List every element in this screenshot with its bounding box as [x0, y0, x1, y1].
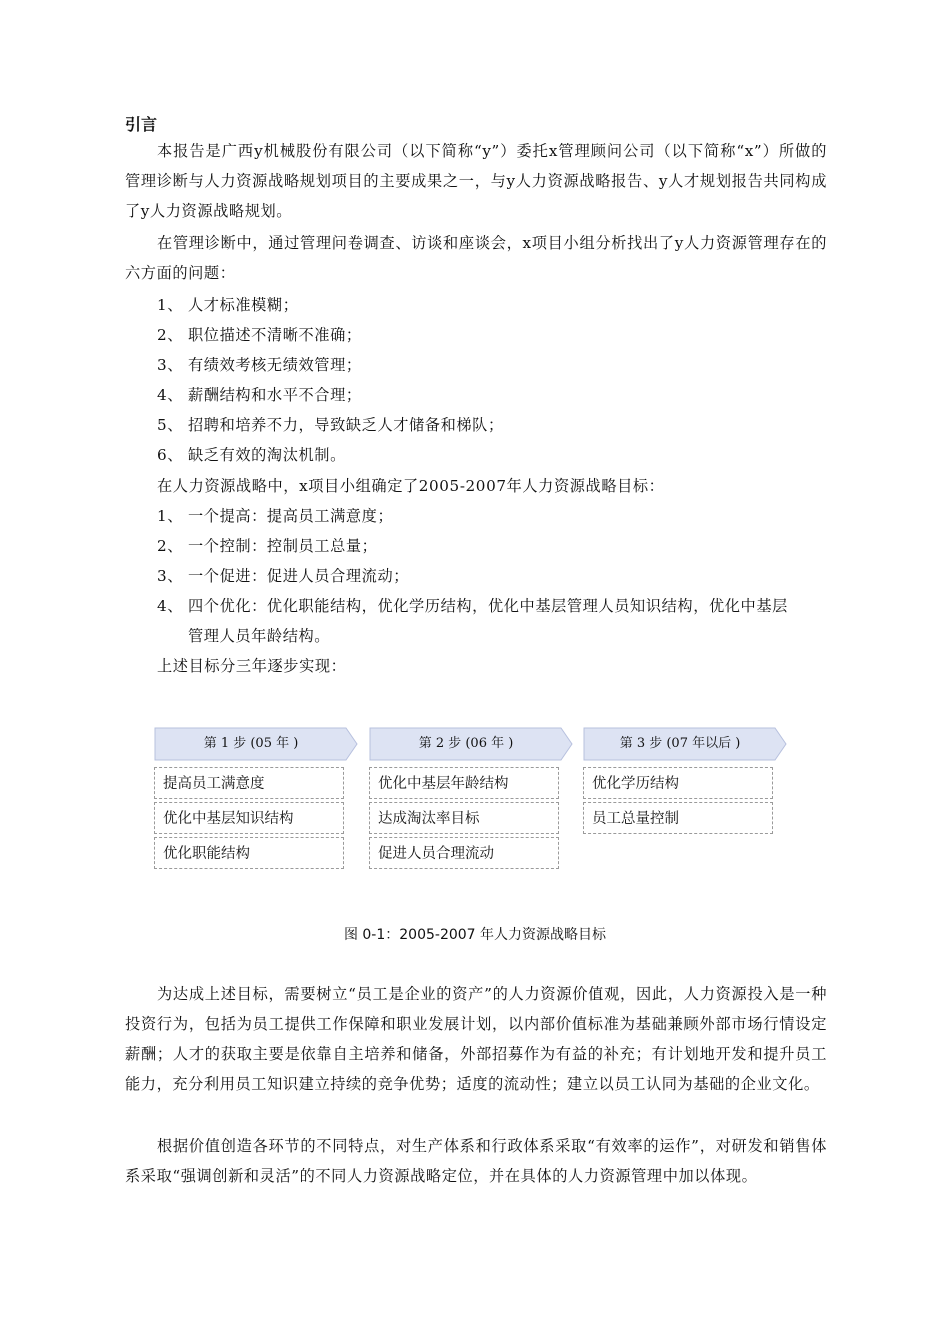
list-text: 人才标准模糊；	[188, 296, 299, 314]
step-column-3	[583, 727, 777, 827]
step-title: 第 2 步 (06 年 )	[418, 736, 514, 751]
list-number: 1、	[157, 507, 184, 525]
list-text: 薪酬结构和水平不合理；	[188, 386, 362, 404]
list-number: 2、	[157, 326, 184, 344]
step-title: 第 1 步 (05 年 )	[203, 736, 299, 751]
figure-caption: 图 0-1：2005-2007 年人力资源战略目标	[343, 927, 607, 943]
problem-item	[157, 380, 827, 410]
step-item: 促进人员合理流动	[369, 837, 559, 869]
list-number: 2、	[157, 537, 184, 555]
step-title: 第 3 步 (07 年以后 )	[619, 736, 741, 751]
list-text: 缺乏有效的淘汰机制。	[188, 446, 346, 464]
step-item: 员工总量控制	[583, 802, 773, 834]
goal-item	[157, 591, 827, 621]
list-number: 4、	[157, 597, 184, 615]
step-item: 提高员工满意度	[154, 767, 344, 799]
list-number: 3、	[157, 567, 184, 585]
step-item: 优化职能结构	[154, 837, 344, 869]
list-number: 5、	[157, 416, 184, 434]
goal-item-continuation: 管理人员年龄结构。	[188, 627, 331, 645]
step-header	[154, 727, 348, 761]
steps-intro: 上述目标分三年逐步实现：	[157, 657, 347, 675]
step-header	[369, 727, 563, 761]
intro-paragraph-2: 在管理诊断中，通过管理问卷调查、访谈和座谈会，x项目小组分析找出了y人力资源管理存在的六方面的问题：	[125, 234, 827, 282]
problem-item	[157, 410, 827, 440]
step-item: 优化中基层年龄结构	[369, 767, 559, 799]
problem-item	[157, 320, 827, 350]
closing-paragraph-2: 根据价值创造各环节的不同特点，对生产体系和行政体系采取“有效率的运作”，对研发和销售体系采取“强调创新和灵活”的不同人力资源战略定位，并在具体的人力资源管理中加以体现。	[125, 1137, 827, 1185]
list-number: 1、	[157, 296, 184, 314]
list-number: 6、	[157, 446, 184, 464]
list-text: 职位描述不清晰不准确；	[188, 326, 362, 344]
list-text: 一个控制：控制员工总量；	[188, 537, 378, 555]
problem-item	[157, 290, 827, 320]
step-diagram	[154, 727, 794, 877]
step-item: 优化中基层知识结构	[154, 802, 344, 834]
step-header	[583, 727, 777, 761]
intro-paragraph-1: 本报告是广西y机械股份有限公司（以下简称“y”）委托x管理顾问公司（以下简称“x”）所做的管理诊断与人力资源战略规划项目的主要成果之一，与y人力资源战略报告、y人才规划报告共同构成了y人力资源战略规划。	[125, 142, 827, 220]
list-text: 招聘和培养不力，导致缺乏人才储备和梯队；	[188, 416, 504, 434]
step-column-2	[369, 727, 563, 862]
list-number: 3、	[157, 356, 184, 374]
problem-item	[157, 440, 827, 470]
goals-intro: 在人力资源战略中，x项目小组确定了2005-2007年人力资源战略目标：	[157, 477, 665, 495]
goal-item	[157, 561, 827, 591]
closing-paragraph-1: 为达成上述目标，需要树立“员工是企业的资产”的人力资源价值观，因此，人力资源投入是一种投资行为，包括为员工提供工作保障和职业发展计划，以内部价值标准为基础兼顾外部市场行情设定薪酬；人才的获取主要是依靠自主培养和储备，外部招募作为有益的补充；有计划地开发和提升员工能力，充分利用员工知识建立持续的竞争优势；适度的流动性；建立以员工认同为基础的企业文化。	[125, 985, 827, 1093]
list-text: 一个促进：促进人员合理流动；	[188, 567, 410, 585]
list-number: 4、	[157, 386, 184, 404]
step-item: 优化学历结构	[583, 767, 773, 799]
list-text: 一个提高：提高员工满意度；	[188, 507, 394, 525]
goal-item	[157, 501, 827, 531]
problem-item	[157, 350, 827, 380]
step-column-1	[154, 727, 348, 862]
section-heading: 引言	[125, 115, 158, 134]
goal-item	[157, 531, 827, 561]
step-item: 达成淘汰率目标	[369, 802, 559, 834]
list-text: 有绩效考核无绩效管理；	[188, 356, 362, 374]
list-text: 四个优化：优化职能结构，优化学历结构，优化中基层管理人员知识结构，优化中基层	[188, 597, 788, 615]
